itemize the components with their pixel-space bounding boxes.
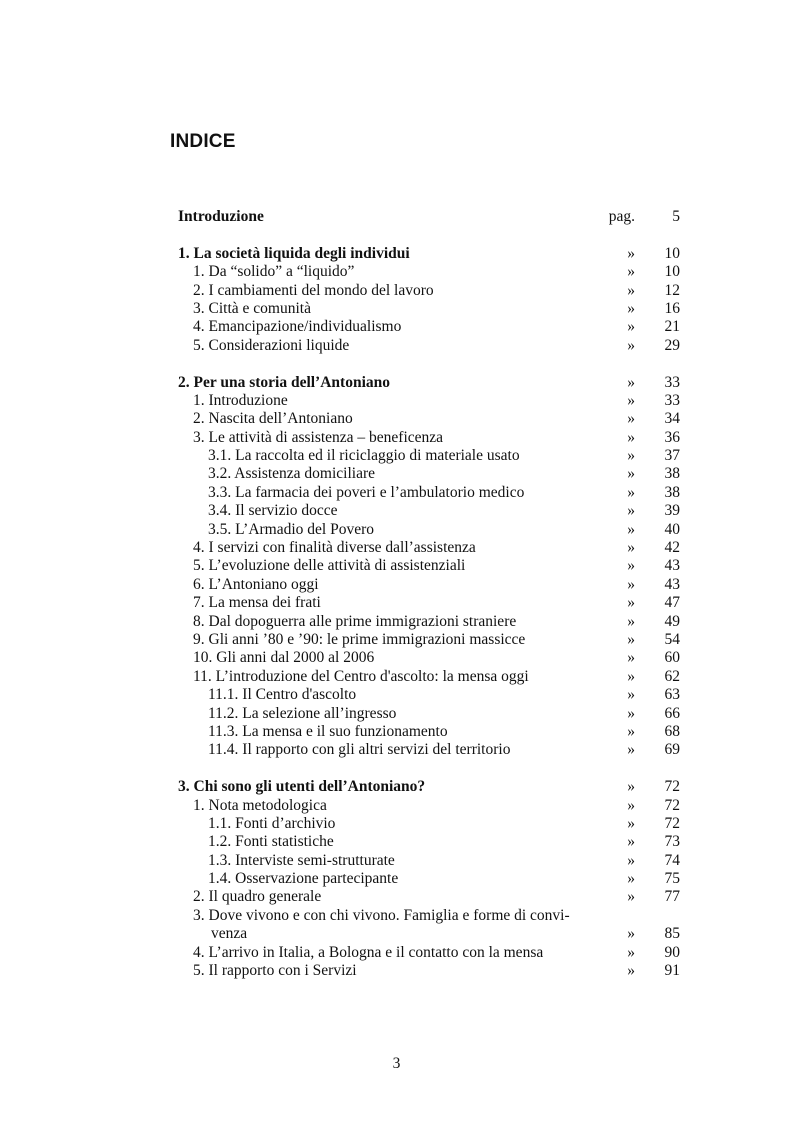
toc-entry-page: 60 (664, 649, 680, 667)
toc-entry-title: 5. Il rapporto con i Servizi (193, 962, 357, 980)
toc-entry-page: 42 (664, 539, 680, 557)
toc-entry-row (178, 539, 682, 557)
toc-entry-page: 38 (664, 465, 680, 483)
toc-entry-marker: » (627, 649, 635, 667)
toc-entry-page: 33 (664, 373, 680, 391)
toc-entry-row (178, 484, 682, 502)
toc-entry-title: 3. Dove vivono e con chi vivono. Famiglia e forme di convi- (193, 906, 570, 924)
toc-entry-marker: » (627, 594, 635, 612)
toc-entry-marker: » (627, 483, 635, 501)
toc-entry-page: 12 (664, 281, 680, 299)
toc-entry-page: 39 (664, 502, 680, 520)
toc-entry-row (178, 300, 682, 318)
toc-entry-marker: » (627, 870, 635, 888)
toc-entry-page: 34 (664, 410, 680, 428)
toc-entry-page: 33 (664, 391, 680, 409)
toc-entry-row (178, 318, 682, 336)
page-title: INDICE (170, 131, 236, 152)
toc-entry-row (178, 429, 682, 447)
toc-entry-page: 91 (664, 962, 680, 980)
toc-entry-marker: » (627, 373, 635, 391)
toc-entry-row (178, 797, 682, 815)
toc-entry-row (178, 705, 682, 723)
toc-entry-page: 72 (664, 778, 680, 796)
toc-entry-page: 77 (664, 888, 680, 906)
toc-entry-title: 6. L’Antoniano oggi (193, 575, 319, 593)
toc-entry-title: 7. La mensa dei frati (193, 594, 321, 612)
toc-entry-row (178, 613, 682, 631)
toc-entry-title: 3. Città e comunità (193, 299, 311, 317)
toc-entry-title: 1.1. Fonti d’archivio (208, 814, 336, 832)
toc-chapter-row (178, 245, 682, 263)
toc-entry-page: 75 (664, 870, 680, 888)
toc-entry-marker: » (627, 833, 635, 851)
toc-entry-row (178, 833, 682, 851)
toc-entry-page: 74 (664, 851, 680, 869)
toc-chapter-row (178, 374, 682, 392)
toc-entry-page: 54 (664, 630, 680, 648)
toc-entry-marker: » (627, 667, 635, 685)
toc-entry-row (178, 594, 682, 612)
toc-entry-page: 47 (664, 594, 680, 612)
toc-entry-marker: » (627, 612, 635, 630)
toc-entry-marker: » (627, 539, 635, 557)
toc-chapter-row (178, 778, 682, 796)
toc-entry-page: 62 (664, 667, 680, 685)
toc-entry-page: 63 (664, 686, 680, 704)
toc-entry-row (178, 576, 682, 594)
toc-entry-row (178, 337, 682, 355)
toc-entry-title: 3. Le attività di assistenza – beneficenza (193, 428, 444, 446)
toc-entry-marker: » (627, 888, 635, 906)
toc-entry-page: 68 (664, 722, 680, 740)
toc-entry-title: 3.2. Assistenza domiciliare (208, 465, 376, 483)
toc-entry-title: venza (211, 925, 248, 943)
toc-entry-title: 9. Gli anni ’80 e ’90: le prime immigrazioni massicce (193, 630, 526, 648)
toc-entry-page: 16 (664, 299, 680, 317)
toc-entry-row (178, 521, 682, 539)
toc-entry-page: 21 (664, 318, 680, 336)
toc-entry-marker: » (627, 778, 635, 796)
toc-entry-title: 1. Introduzione (193, 391, 288, 409)
toc-entry-title: 11.2. La selezione all’ingresso (208, 704, 397, 722)
toc-entry-title: 5. Considerazioni liquide (193, 336, 350, 354)
toc-entry-page: 85 (664, 925, 680, 943)
toc-entry-page: 90 (664, 943, 680, 961)
toc-entry-title: 11.3. La mensa e il suo funzionamento (208, 722, 448, 740)
toc-entry-row (178, 557, 682, 575)
toc-entry-row (178, 410, 682, 428)
toc-entry-page: 69 (664, 741, 680, 759)
toc-entry-marker: » (627, 943, 635, 961)
toc-entry-title: 11.4. Il rapporto con gli altri servizi del territorio (208, 741, 511, 759)
toc-entry-row (178, 962, 682, 980)
toc-entry-row (178, 668, 682, 686)
toc-entry-title: 2. Per una storia dell’Antoniano (178, 373, 390, 391)
toc-entry-title: 1. La società liquida degli individui (178, 244, 410, 262)
toc-entry-page: 66 (664, 704, 680, 722)
toc-entry-title: 3.3. La farmacia dei poveri e l’ambulatorio medico (208, 483, 525, 501)
toc-entry-marker: » (627, 557, 635, 575)
toc-entry-title: 3. Chi sono gli utenti dell’Antoniano? (178, 778, 426, 796)
toc-entry-title: Introduzione (178, 208, 264, 225)
toc-entry-page: 43 (664, 575, 680, 593)
toc-entry-page: 72 (664, 814, 680, 832)
toc-entry-page: 73 (664, 833, 680, 851)
toc-entry-title: 3.5. L’Armadio del Povero (208, 520, 375, 538)
toc-entry-title: 4. L’arrivo in Italia, a Bologna e il contatto con la mensa (193, 943, 544, 961)
toc-entry-marker: » (627, 851, 635, 869)
toc-entry-row (178, 649, 682, 667)
toc-chapter-row (178, 208, 682, 226)
toc-entry-marker: » (627, 722, 635, 740)
toc-entry-marker: » (627, 263, 635, 281)
toc-entry-row (178, 888, 682, 906)
toc-entry-row (178, 870, 682, 888)
toc-entry-marker: » (627, 962, 635, 980)
toc-entry-title: 1. Da “solido” a “liquido” (193, 263, 355, 281)
toc-entry-row (178, 263, 682, 281)
toc-entry-row (178, 741, 682, 759)
toc-entry-marker: » (627, 704, 635, 722)
toc-entry-marker: » (627, 281, 635, 299)
page-number: 3 (392, 1055, 401, 1072)
toc-entry-title: 5. L’evoluzione delle attività di assistenziali (193, 557, 466, 575)
toc-entry-marker: » (627, 391, 635, 409)
toc-entry-page: 37 (664, 447, 680, 465)
toc-entry-title: 3.1. La raccolta ed il riciclaggio di materiale usato (208, 447, 520, 465)
toc-entry-page: 38 (664, 483, 680, 501)
toc-entry-row (178, 502, 682, 520)
toc-entry-title: 3.4. Il servizio docce (208, 502, 338, 520)
toc-entry-marker: » (627, 686, 635, 704)
toc-entry-page: 49 (664, 612, 680, 630)
toc-entry-marker: » (627, 428, 635, 446)
toc-entry-page: 5 (672, 208, 680, 225)
toc-entry-page: 43 (664, 557, 680, 575)
toc-entry-title: 1.3. Interviste semi-strutturate (208, 851, 395, 869)
toc-entry-row (178, 447, 682, 465)
toc-entry-title: 2. I cambiamenti del mondo del lavoro (193, 281, 434, 299)
toc-entry-page: 40 (664, 520, 680, 538)
toc-entry-marker: » (627, 244, 635, 262)
toc-entry-title: 1.4. Osservazione partecipante (208, 870, 399, 888)
table-of-contents (178, 208, 682, 980)
toc-entry-marker: » (627, 630, 635, 648)
toc-entry-page: 10 (664, 263, 680, 281)
toc-entry-title: 10. Gli anni dal 2000 al 2006 (193, 649, 375, 667)
toc-entry-title: 4. Emancipazione/individualismo (193, 318, 402, 336)
toc-entry-marker: » (627, 336, 635, 354)
toc-entry-marker: » (627, 814, 635, 832)
toc-entry-row (178, 852, 682, 870)
toc-entry-row (178, 925, 682, 943)
toc-entry-title: 1.2. Fonti statistiche (208, 833, 334, 851)
toc-entry-row (178, 631, 682, 649)
toc-entry-marker: » (627, 925, 635, 943)
toc-entry-marker: » (627, 502, 635, 520)
toc-entry-page: 10 (664, 244, 680, 262)
toc-entry-marker: » (627, 318, 635, 336)
toc-entry-marker: pag. (608, 208, 635, 225)
toc-entry-title: 8. Dal dopoguerra alle prime immigrazioni straniere (193, 612, 517, 630)
toc-entry-title: 11.1. Il Centro d'ascolto (208, 686, 357, 704)
toc-entry-title: 1. Nota metodologica (193, 796, 327, 814)
toc-entry-title: 11. L’introduzione del Centro d'ascolto: la mensa oggi (193, 667, 529, 685)
toc-entry-marker: » (627, 410, 635, 428)
toc-entry-row (178, 944, 682, 962)
toc-entry-row (178, 392, 682, 410)
toc-entry-title: 2. Il quadro generale (193, 888, 322, 906)
toc-entry-row (178, 815, 682, 833)
toc-entry-marker: » (627, 575, 635, 593)
toc-entry-row (178, 907, 682, 925)
toc-entry-row (178, 723, 682, 741)
toc-entry-marker: » (627, 299, 635, 317)
toc-entry-marker: » (627, 520, 635, 538)
toc-entry-marker: » (627, 447, 635, 465)
toc-entry-page: 36 (664, 428, 680, 446)
toc-entry-page: 72 (664, 796, 680, 814)
toc-entry-marker: » (627, 741, 635, 759)
toc-entry-marker: » (627, 465, 635, 483)
toc-entry-title: 2. Nascita dell’Antoniano (193, 410, 353, 428)
toc-entry-row (178, 282, 682, 300)
toc-entry-page: 29 (664, 336, 680, 354)
toc-entry-row (178, 686, 682, 704)
toc-entry-row (178, 465, 682, 483)
toc-entry-title: 4. I servizi con finalità diverse dall’assistenza (193, 539, 476, 557)
toc-entry-marker: » (627, 796, 635, 814)
